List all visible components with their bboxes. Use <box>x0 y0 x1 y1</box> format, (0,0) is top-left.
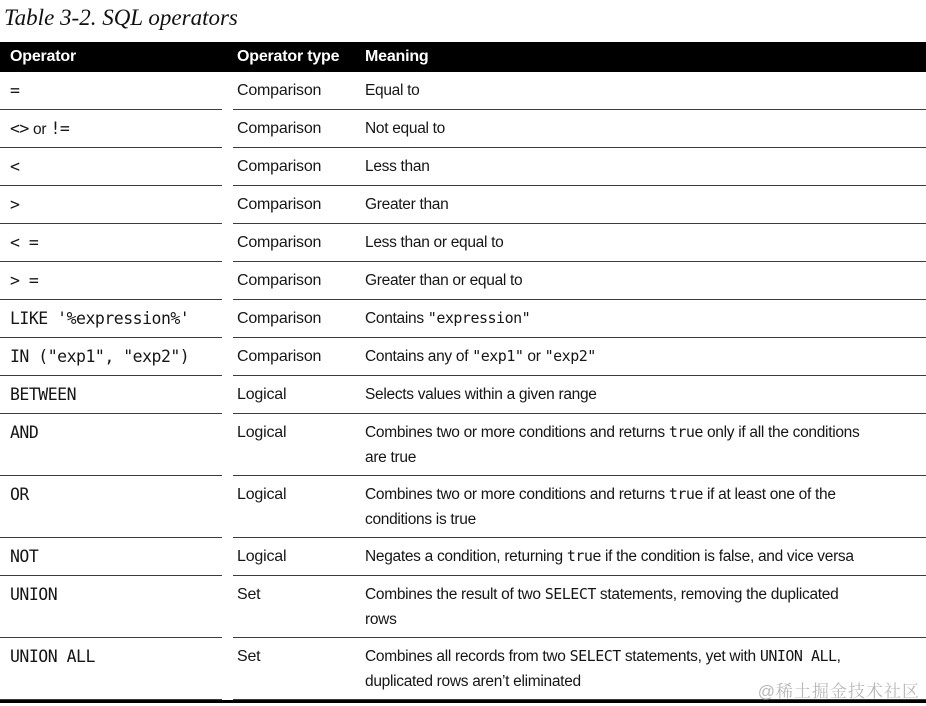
operator-type-cell: Comparison <box>237 82 322 99</box>
meaning-cell <box>361 224 926 261</box>
plain-text: Combines the result of two <box>365 586 545 603</box>
table-row <box>0 224 926 262</box>
table-row <box>0 576 926 638</box>
plain-text: Contains any of <box>365 348 473 365</box>
row-right-section <box>233 300 926 338</box>
operator-cell <box>0 576 222 638</box>
row-right-section <box>233 538 926 576</box>
operator-cell <box>0 262 222 300</box>
inline-code-text: UNION ALL <box>759 647 837 665</box>
inline-code-text: "exp2" <box>544 347 596 365</box>
plain-text: Less than or equal to <box>365 234 504 251</box>
inline-code-text: SELECT <box>569 647 621 665</box>
inline-code-text: "expression" <box>427 309 531 327</box>
meaning-cell <box>361 72 926 109</box>
plain-text: if the condition is false, and vice versa <box>600 548 854 565</box>
meaning-cell <box>361 148 926 185</box>
plain-text: Contains <box>365 310 428 327</box>
table-body <box>0 72 926 700</box>
plain-text: Less than <box>365 158 430 175</box>
table-row <box>0 538 926 576</box>
operator-cell <box>0 476 222 538</box>
row-right-section <box>233 186 926 224</box>
meaning-cell <box>361 476 926 537</box>
operator-cell <box>0 538 222 576</box>
operator-type-cell: Comparison <box>237 310 322 327</box>
inline-code-text: "exp1" <box>472 347 524 365</box>
inline-code-text: <> <box>10 119 29 138</box>
plain-text: Selects values within a given range <box>365 386 597 403</box>
operator-type-cell: Logical <box>237 386 287 403</box>
operator-type-cell: Logical <box>237 424 287 441</box>
inline-code-text: LIKE '%expression%' <box>10 309 190 328</box>
plain-text: Combines two or more conditions and returns <box>365 486 669 503</box>
plain-text: Combines all records from two <box>365 648 570 665</box>
row-right-section <box>233 148 926 186</box>
row-right-section <box>233 414 926 476</box>
meaning-cell <box>361 414 926 475</box>
plain-text: conditions is true <box>365 511 476 528</box>
operator-type-cell: Comparison <box>237 196 322 213</box>
watermark-text: @稀土掘金技术社区 <box>757 682 920 701</box>
inline-code-text: SELECT <box>544 585 596 603</box>
operator-cell <box>0 148 222 186</box>
operator-type-cell: Logical <box>237 486 287 503</box>
table-row <box>0 262 926 300</box>
plain-text: Greater than <box>365 196 449 213</box>
operator-type-cell: Comparison <box>237 272 322 289</box>
table-caption: Table 3-2. SQL operators <box>4 5 238 30</box>
sql-operators-table <box>0 42 926 703</box>
operator-type-cell: Comparison <box>237 348 322 365</box>
inline-code-text: IN ("exp1", "exp2") <box>10 347 190 366</box>
plain-text: rows <box>365 611 397 628</box>
row-right-section <box>233 338 926 376</box>
inline-code-text: < = <box>10 233 39 252</box>
table-row <box>0 148 926 186</box>
operator-cell <box>0 338 222 376</box>
plain-text: or <box>523 348 545 365</box>
inline-code-text: true <box>668 423 703 441</box>
operator-cell <box>0 110 222 148</box>
meaning-cell <box>361 110 926 147</box>
meaning-cell <box>361 376 926 413</box>
table-row <box>0 338 926 376</box>
row-right-section <box>233 476 926 538</box>
plain-text: , <box>836 648 841 665</box>
inline-code-text: true <box>668 485 703 503</box>
plain-text: duplicated rows aren’t eliminated <box>365 673 581 690</box>
operator-type-cell: Set <box>237 648 261 665</box>
inline-code-text: BETWEEN <box>10 385 77 404</box>
meaning-cell <box>361 338 926 375</box>
inline-code-text: > = <box>10 271 39 290</box>
column-header-operator-type: Operator type <box>237 48 340 65</box>
inline-code-text: true <box>566 547 601 565</box>
inline-code-text: NOT <box>10 547 39 566</box>
inline-code-text: AND <box>10 423 39 442</box>
row-right-section <box>233 576 926 638</box>
operator-cell <box>0 414 222 476</box>
plain-text: if at least one of the <box>702 486 836 503</box>
operator-cell <box>0 72 222 110</box>
plain-text: statements, removing the duplicated <box>595 586 839 603</box>
meaning-cell <box>361 538 926 575</box>
inline-code-text: UNION ALL <box>10 647 95 666</box>
table-row <box>0 476 926 538</box>
table-row <box>0 110 926 148</box>
inline-code-text: < <box>10 157 20 176</box>
table-row <box>0 300 926 338</box>
row-right-section <box>233 224 926 262</box>
meaning-cell <box>361 300 926 337</box>
operator-type-cell: Comparison <box>237 158 322 175</box>
plain-text: Negates a condition, returning <box>365 548 567 565</box>
table-header-row <box>0 42 926 72</box>
plain-text: only if all the conditions <box>702 424 860 441</box>
column-header-operator: Operator <box>10 48 76 65</box>
row-right-section <box>233 262 926 300</box>
meaning-cell <box>361 262 926 299</box>
table-row <box>0 376 926 414</box>
operator-type-cell: Logical <box>237 548 287 565</box>
table-row <box>0 186 926 224</box>
inline-code-text: UNION <box>10 585 58 604</box>
table-row <box>0 414 926 476</box>
inline-code-text: = <box>10 81 20 100</box>
plain-text: statements, yet with <box>620 648 760 665</box>
operator-cell <box>0 186 222 224</box>
inline-code-text: > <box>10 195 20 214</box>
row-right-section <box>233 376 926 414</box>
meaning-cell <box>361 576 926 637</box>
plain-text: Equal to <box>365 82 420 99</box>
operator-type-cell: Set <box>237 586 261 603</box>
operator-cell <box>0 300 222 338</box>
meaning-cell <box>361 186 926 223</box>
plain-text: or <box>28 121 51 138</box>
table-row <box>0 72 926 110</box>
operator-cell <box>0 376 222 414</box>
operator-type-cell: Comparison <box>237 234 322 251</box>
operator-cell <box>0 224 222 262</box>
plain-text: Greater than or equal to <box>365 272 523 289</box>
inline-code-text: != <box>50 119 70 138</box>
plain-text: Not equal to <box>365 120 445 137</box>
inline-code-text: OR <box>10 485 29 504</box>
plain-text: Combines two or more conditions and returns <box>365 424 669 441</box>
row-right-section <box>233 110 926 148</box>
operator-type-cell: Comparison <box>237 120 322 137</box>
row-right-section <box>233 72 926 110</box>
plain-text: are true <box>365 449 417 466</box>
column-header-meaning: Meaning <box>365 48 429 65</box>
operator-cell <box>0 638 222 700</box>
